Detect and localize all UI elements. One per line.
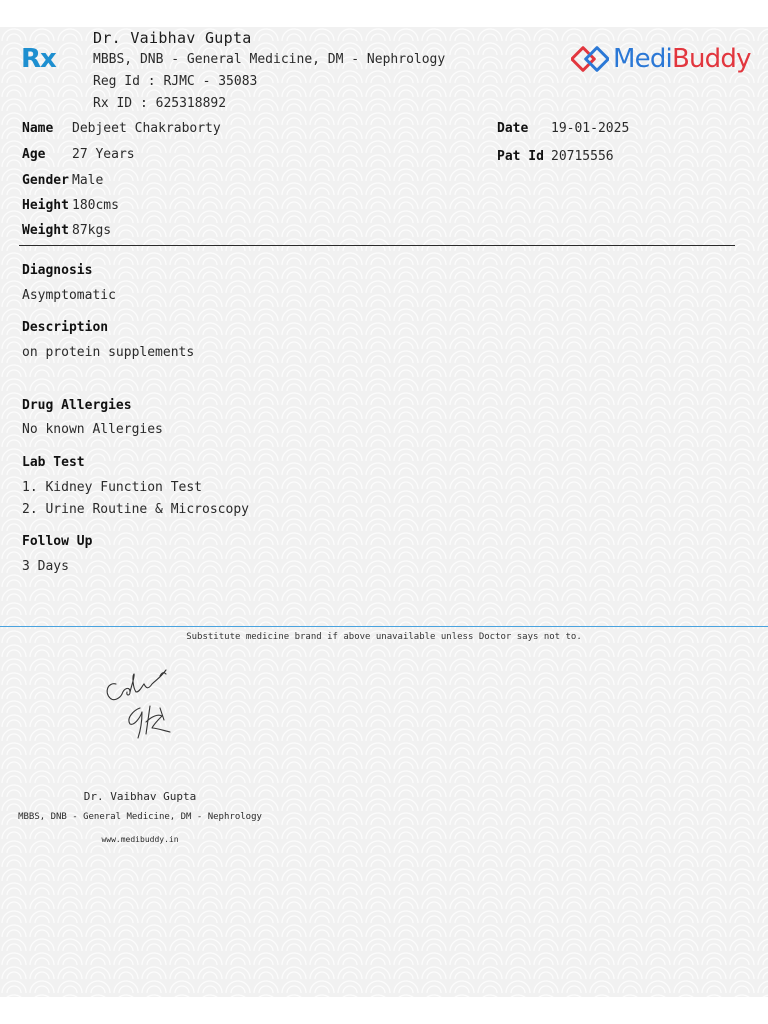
lab-test-heading: Lab Test — [22, 455, 85, 470]
brand-name-buddy: Buddy — [671, 44, 751, 74]
height-label: Height — [22, 198, 69, 213]
patient-id: 20715556 — [551, 149, 614, 164]
substitution-note: Substitute medicine brand if above unavailable unless Doctor says not to. — [186, 632, 582, 642]
date-label: Date — [497, 121, 529, 136]
weight-label: Weight — [22, 223, 69, 238]
patient-height: 180cms — [72, 198, 119, 213]
signature-doctor-name: Dr. Vaibhav Gupta — [83, 790, 197, 803]
patient-age: 27 Years — [72, 147, 135, 162]
gender-label: Gender — [22, 173, 69, 188]
age-label: Age — [22, 147, 46, 162]
medibuddy-mark-icon — [571, 40, 609, 78]
brand-name — [613, 44, 751, 74]
drug-allergies-heading: Drug Allergies — [22, 398, 132, 413]
description-heading: Description — [22, 320, 109, 335]
patient-name: Debjeet Chakraborty — [72, 121, 221, 136]
patient-gender: Male — [72, 173, 104, 188]
rx-logo: Rx — [21, 44, 56, 74]
divider — [19, 245, 735, 246]
medibuddy-logo — [571, 40, 751, 78]
drug-allergies-text: No known Allergies — [22, 422, 163, 437]
patient-weight: 87kgs — [72, 223, 112, 238]
lab-test-item: 2. Urine Routine & Microscopy — [22, 502, 249, 517]
brand-name-medi: Medi — [613, 44, 672, 74]
website-link[interactable]: www.medibuddy.in — [101, 835, 179, 844]
footer-divider — [0, 626, 768, 627]
diagnosis-heading: Diagnosis — [22, 263, 93, 278]
description-text: on protein supplements — [22, 345, 195, 360]
doctor-qualifications: MBBS, DNB - General Medicine, DM - Nephrology — [93, 52, 446, 67]
patient-id-label: Pat Id — [497, 149, 544, 164]
prescription-id: Rx ID : 625318892 — [93, 96, 227, 111]
follow-up-text: 3 Days — [22, 559, 69, 574]
prescription-date: 19-01-2025 — [551, 121, 630, 136]
doctor-name: Dr. Vaibhav Gupta — [93, 29, 252, 47]
lab-test-item: 1. Kidney Function Test — [22, 480, 203, 495]
diagnosis-text: Asymptomatic — [22, 288, 116, 303]
follow-up-heading: Follow Up — [22, 534, 93, 549]
signature-qualifications: MBBS, DNB - General Medicine, DM - Nephrology — [18, 812, 262, 822]
doctor-signature — [100, 662, 180, 742]
registration-id: Reg Id : RJMC - 35083 — [93, 74, 258, 89]
name-label: Name — [22, 121, 54, 136]
